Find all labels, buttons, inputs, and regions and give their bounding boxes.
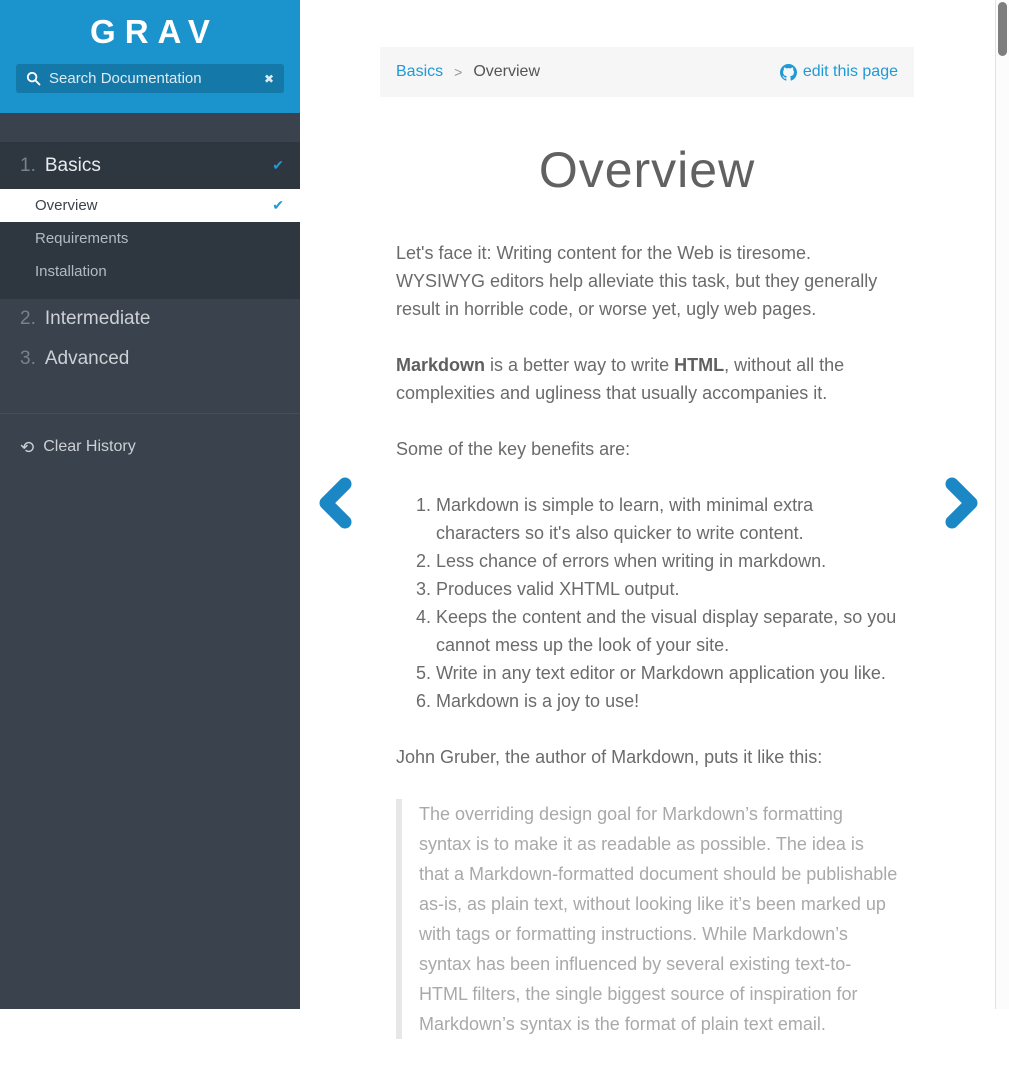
page-label: Installation [35,263,107,280]
scrollbar-thumb[interactable] [998,2,1007,56]
bold-markdown: Markdown [396,355,486,375]
chapter-number: 3. [20,348,36,369]
breadcrumb-trail [396,63,540,81]
breadcrumb [380,47,914,97]
sidebar-item-overview[interactable] [0,189,300,222]
previous-page-button[interactable] [317,477,353,529]
benefits-list [396,491,898,715]
sidebar-item-installation[interactable] [0,255,300,288]
sidebar-item-advanced[interactable] [0,339,300,379]
breadcrumb-link-basics[interactable]: Basics [396,63,444,80]
list-item: 1. Markdown is simple to learn, with minimal extra characters so it's also quicker to write content. [436,491,898,547]
paragraph-text: is a better way to write [485,355,675,375]
github-icon [780,64,797,81]
main-content [380,47,914,1067]
breadcrumb-current-page: Overview [473,63,540,80]
intro-paragraph: Let's face it: Writing content for the Web is tiresome. WYSIWYG editors help alleviate this task, but they generally result in horrible code, or worse yet, ugly web pages. [396,243,878,319]
chapter-number: 1. [20,154,36,176]
sidebar-item-basics[interactable] [0,142,300,189]
edit-this-page-link[interactable] [780,63,898,81]
search-box[interactable] [16,64,284,93]
page-label: Overview [35,197,98,214]
chapter-label: Advanced [44,348,130,369]
chevron-right-icon [944,477,980,529]
chapter-basics-block [0,142,300,299]
paragraph-text: , without all the complexities and ugliness that usually accompanies it. [396,355,845,403]
chevron-left-icon [317,477,353,529]
list-item: 6. Markdown is a joy to use! [436,687,898,715]
sidebar-item-intermediate[interactable] [0,299,300,339]
page-title: Overview [538,142,756,198]
markdown-quote: The overriding design goal for Markdown’s formatting syntax is to make it as readable as possible. The idea is that a Markdown-formatted document should be publishable as-is, as plain text, without looking like it’s been marked up with tags or formatting instructions. While Markdown’s syntax has been influenced by several existing text-to-HTML filters, the single biggest source of inspiration for Markdown’s syntax is the format of plain text email. [396,799,898,1039]
check-icon: ✔ [272,157,284,173]
clear-search-icon[interactable]: ✖ [263,71,274,86]
chapter-number: 2. [20,308,36,329]
clear-history-button[interactable] [0,414,300,480]
check-icon: ✔ [272,197,284,213]
list-item: 3. Produces valid XHTML output. [436,575,898,603]
edit-link-label: edit this page [802,63,898,80]
sidebar-item-requirements[interactable] [0,222,300,255]
bold-html: HTML [674,355,725,375]
markdown-paragraph [396,351,898,407]
clear-history-label: Clear History [43,438,136,455]
search-input[interactable] [49,70,264,87]
list-item: 2. Less chance of errors when writing in markdown. [436,547,898,575]
search-icon [26,71,41,86]
history-icon: ⟲ [20,437,35,457]
list-item: 4. Keeps the content and the visual display separate, so you cannot mess up the look of your site. [436,603,898,659]
grav-logo: GRAV [90,13,219,50]
sidebar-header [0,0,300,113]
chapter-label: Basics [44,154,101,176]
list-item: 5. Write in any text editor or Markdown application you like. [436,659,898,687]
sidebar-nav [0,113,300,480]
article [380,141,914,1039]
page-label: Requirements [35,230,129,247]
breadcrumb-separator: > [454,64,463,80]
benefits-intro: Some of the key benefits are: [396,439,631,459]
gruber-paragraph: John Gruber, the author of Markdown, puts it like this: [396,747,823,767]
chapter-label: Intermediate [44,308,151,329]
sidebar [0,0,300,1009]
next-page-button[interactable] [944,477,980,529]
vertical-scrollbar[interactable] [995,0,1009,1009]
